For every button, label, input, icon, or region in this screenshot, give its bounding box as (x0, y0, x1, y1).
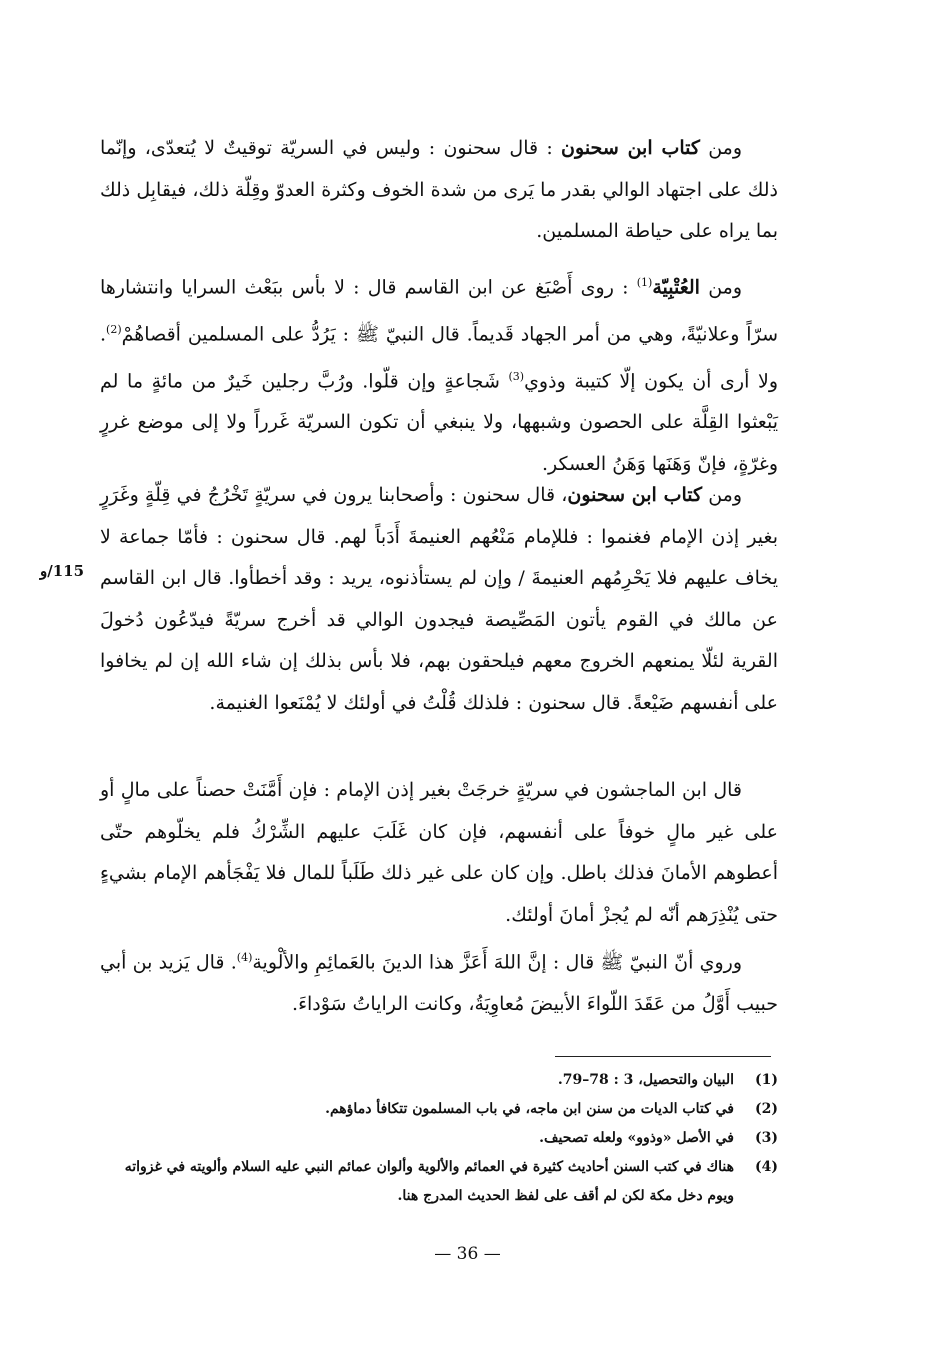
paragraph-lead: ومن (702, 484, 743, 506)
main-text-5 (100, 937, 778, 1025)
footnote-ref: (4) (236, 951, 253, 964)
paragraph-text: : قال سحنون : وليس في السريّة توقيتٌ لا يُتعدّى، وإنّما ذلك على اجتهاد الوالي بقدر ما يَرى من شدة الخوف وكثرة العدوّ وقِلّة ذلك، فيقابِل ذلك بما يراه على حياطة المسلمين. (100, 137, 778, 242)
source-title: كتاب ابن سحنون (561, 137, 700, 159)
footnote-text: في كتاب الديات من سنن ابن ماجه، في باب المسلمون تتكافأ دماؤهم. (325, 1101, 734, 1117)
footnote-ref: (3) (508, 369, 525, 383)
paragraph-text: شَجاعةٍ وإن قلّوا. ورُبَّ رجلين خَيرٌ من مائةٍ ما لم يَبْعثوا القِلَّة على الحصون وشبهها، ولا ينبغي أن تكون السريّة غَرراً ولا إلى موضع غررٍ وغرّةٍ، فإنّ وَهَنَها وَهَنُ العسكر. (100, 369, 778, 475)
footnote-number: (3) (755, 1130, 778, 1146)
paragraph-1 (100, 128, 778, 253)
paragraph-2 (100, 262, 778, 485)
footnotes (100, 1066, 778, 1211)
folio-margin-note: 115/و (40, 562, 85, 580)
main-text-3 (100, 475, 778, 724)
footnote-4 (100, 1153, 778, 1211)
paragraph-text: . قال يَزيد بن أبي حبيب أَوَّلُ من عَقَدَ اللّواءَ الأبيضَ مُعاوِيَةُ، وكانت الراياتُ سَوْداءَ. (100, 951, 778, 1015)
paragraph-text: . ولا أرى أن يكون إلّا كتيبة وذوي (100, 323, 778, 392)
paragraph-5 (100, 937, 778, 1025)
footnote-text: البيان والتحصيل، 3 : 78–79. (557, 1072, 734, 1088)
paragraph-lead: ومن (699, 276, 743, 299)
footnote-number: (1) (755, 1072, 778, 1088)
main-text-2 (100, 262, 778, 485)
footnote-number: (4) (755, 1159, 778, 1175)
paragraph-text: ، قال سحنون : وأصحابنا يرون في سريّةٍ تَخْرُجُ في قِلّةٍ وغَرَرٍ بغير إذن الإمام فغنموا : فللإمام مَنْعُهم العنيمةَ أَدَباً لهم. قال سحنون : فأمّا جماعة لا يخاف عليهم فلا يَحْرِمُهم العنيمةَ / وإن لم يستأذنوه، يريد : وقد أخطأوا. قال ابن القاسم عن مالك في القوم يأتون المَصِّيصة فيجدون الوالي قد أخرج سريّةً فيدّعُون دُخولَ القرية لئلّا يمنعهم الخروج معهم فيلحقون بهم، فلا بأس بذلك إن شاء الله إن لم يخافوا على أنفسهم ضَيْعةً. قال سحنون : فلذلك قُلْتُ في أولئك لا يُمْنَعوا الغنيمة. (100, 484, 778, 714)
footnote-ref: (1) (636, 276, 653, 289)
source-title: العُتْبِيّة (652, 276, 700, 299)
footnote-1 (100, 1066, 778, 1095)
page-number: — 36 — (434, 1244, 501, 1264)
footnote-separator (555, 1056, 771, 1057)
footnote-text: في الأصل «وذوو» ولعله تصحيف. (539, 1130, 734, 1146)
footnote-2 (100, 1095, 778, 1124)
source-title: كتاب ابن سحنون (567, 484, 703, 506)
main-text (100, 128, 778, 253)
paragraph-lead: ومن (699, 137, 743, 159)
main-text-4 (100, 770, 778, 936)
paragraph-text: : روى أَصْبَغ عن ابن القاسم قال : لا بأس ببَعْث السرايا وانتشارها سرّاً وعلانيّةً، وهي من أمر الجهاد قَديماً. قال النبيّ ﷺ : يَرُدُّ على المسلمين أقصاهُمْ (100, 276, 778, 346)
footnote-text: هناك في كتب السنن أحاديث كثيرة في العمائم والألوية وألوان عمائم النبي عليه السلام وألويته في غزواته ويوم دخل مكة لكن لم أقف على لفظ الحديث المدرج هنا. (124, 1159, 734, 1204)
paragraph-4 (100, 770, 778, 936)
footnote-ref: (2) (106, 322, 122, 336)
paragraph-3 (100, 475, 778, 724)
paragraph-text: وروي أنّ النبيّ ﷺ قال : إنَّ اللهَ أَعَزَّ هذا الدينَ بالعَمائِمِ والألْوية (252, 951, 742, 974)
footnote-number: (2) (755, 1101, 778, 1117)
footnote-3 (100, 1124, 778, 1153)
paragraph-text: قال ابن الماجشون في سريّةٍ خرجَتْ بغير إذن الإمام : فإن أَمَّنَتْ حصناً على مالٍ أو على غير مالٍ خوفاً على أنفسهم، فإن كان غَلَبَ عليهم الشِّرْكُ فلم يخلّوهم حتّى أعطوهم الأمانَ فذلك باطل. وإن كان على غير ذلك طَلَباً للمال فلا يَفْجَأهم الإمام بشيءٍ حتى يُنْذِرَهم أنّه لم يُجزْ أمانَ أولئك. (100, 779, 778, 926)
